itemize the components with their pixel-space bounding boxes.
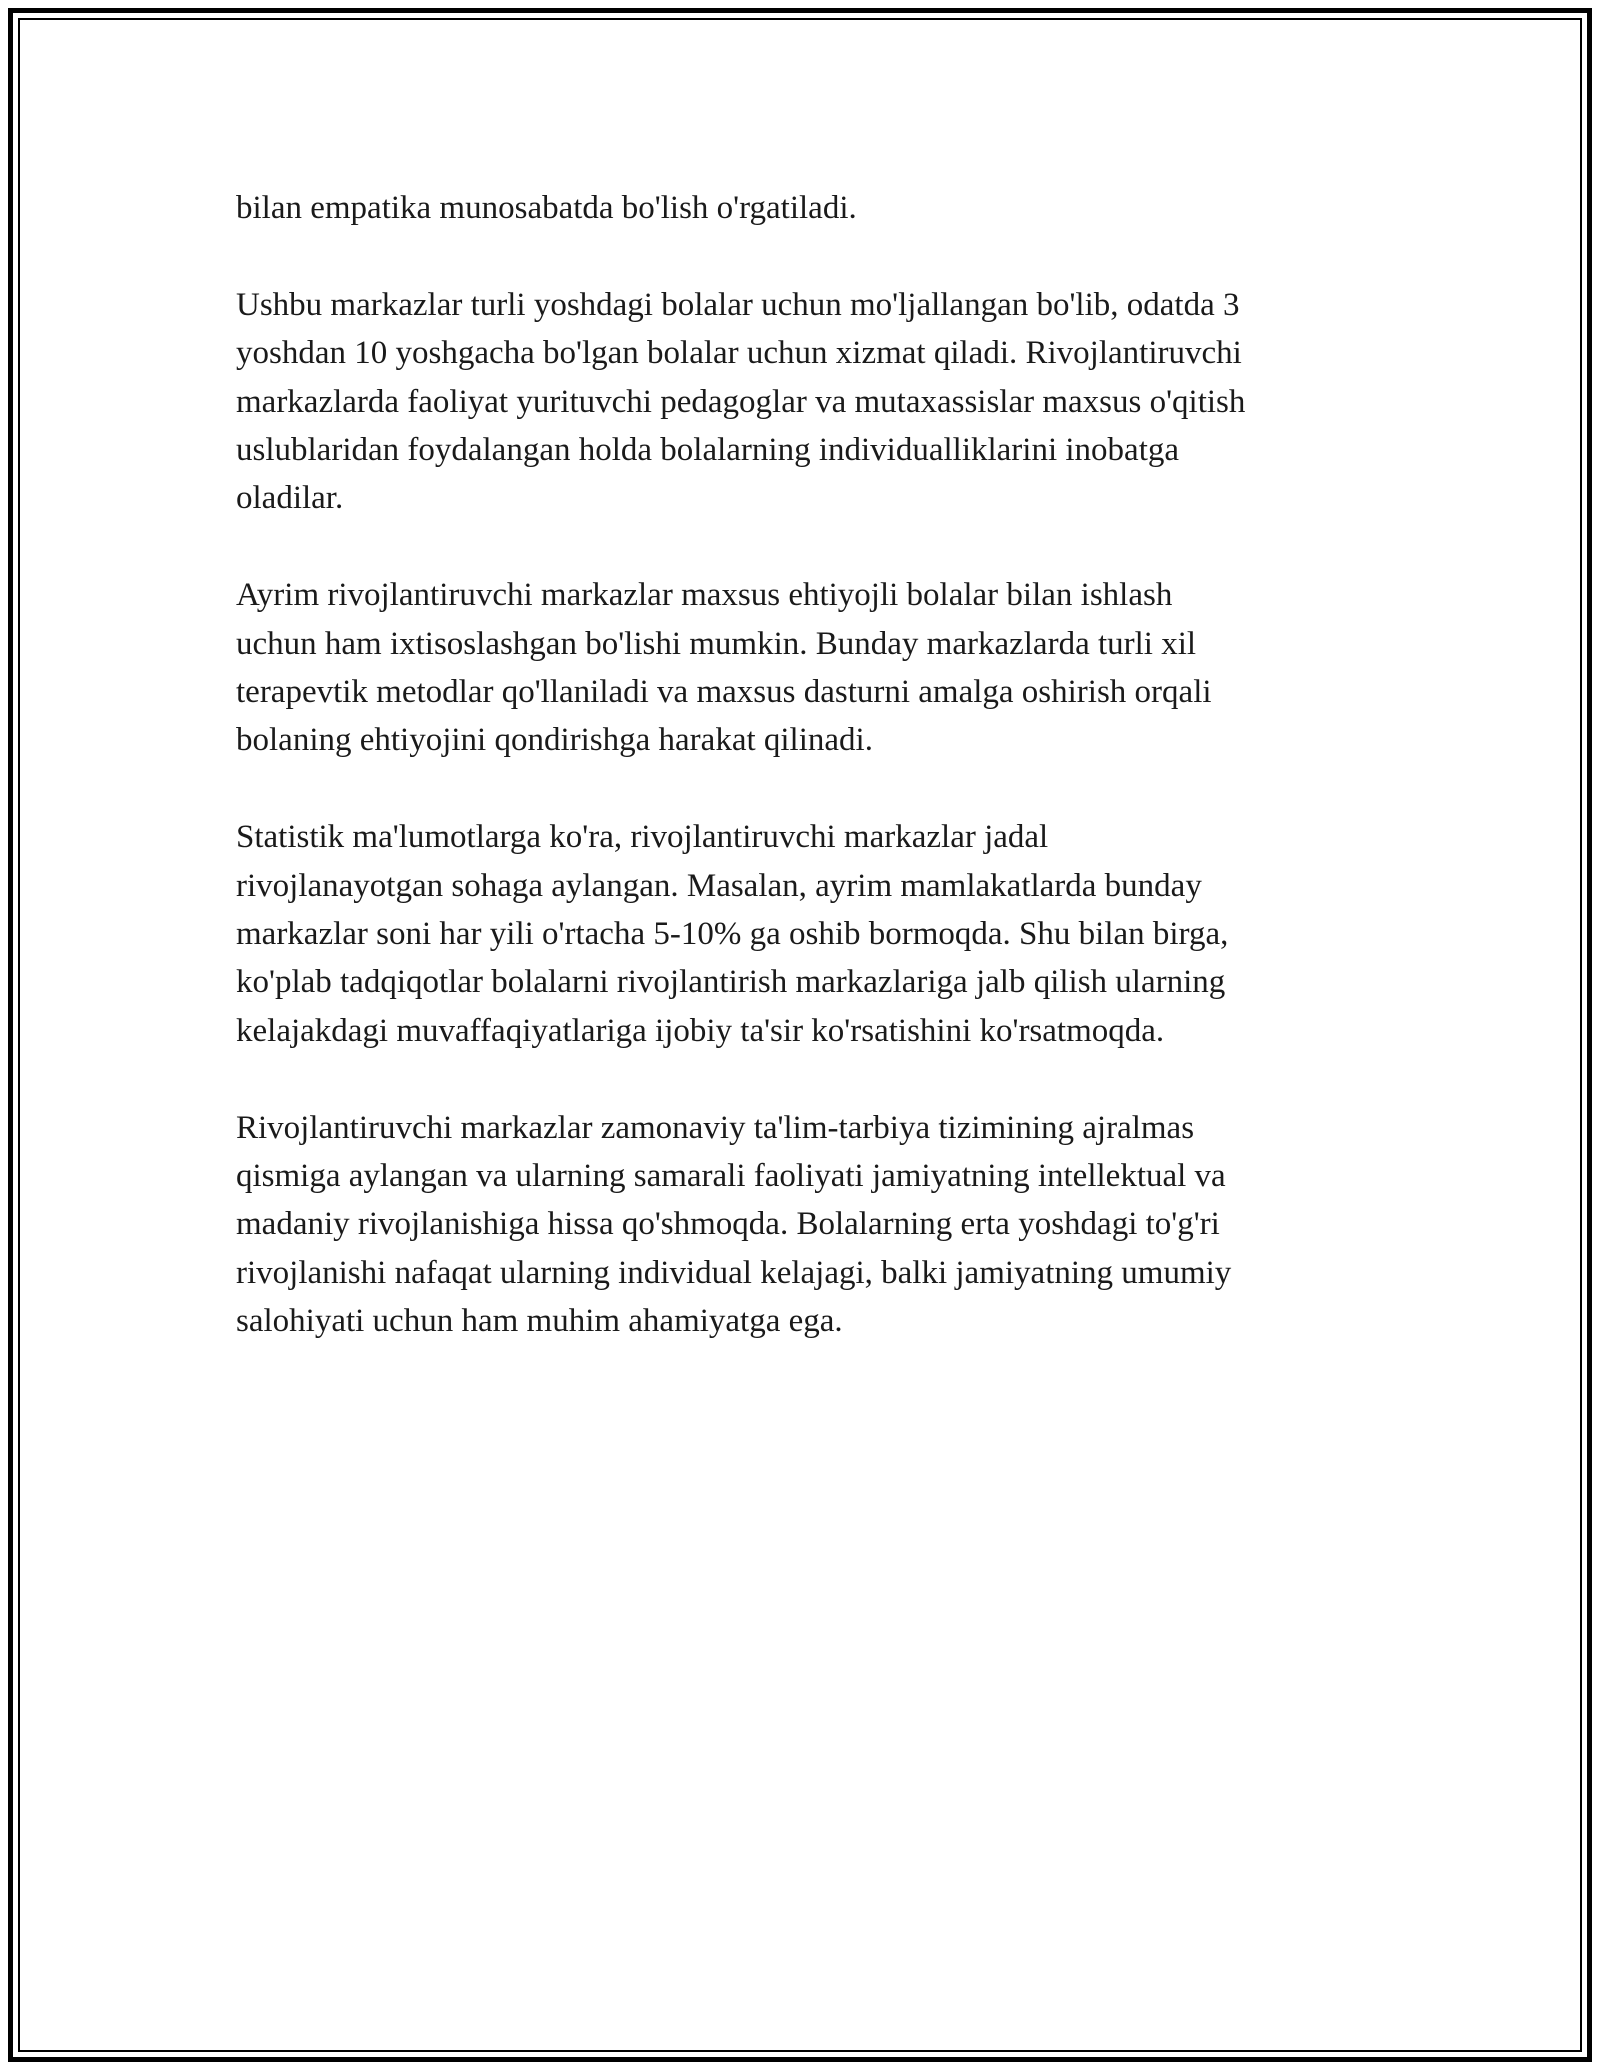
- document-body: [236, 184, 1366, 1394]
- paragraph-4: Statistik ma'lumotlarga ko'ra, rivojlantiruvchi markazlar jadal rivojlanayotgan sohaga aylangan. Masalan, ayrim mamlakatlarda bunday markazlar soni har yili o'rtacha 5-10% ga oshib bormoqda. Shu bilan birga, ko'plab tadqiqotlar bolalarni rivojlantirish markazlariga jalb qilish ularning kelajakdagi muvaffaqiyatlariga ijobiy ta'sir ko'rsatishini ko'rsatmoqda.: [236, 819, 1229, 1049]
- paragraph-2: Ushbu markazlar turli yoshdagi bolalar uchun mo'ljallangan bo'lib, odatda 3 yoshdan 10 yoshgacha bo'lgan bolalar uchun xizmat qiladi. Rivojlantiruvchi markazlarda faoliyat yurituvchi pedagoglar va mutaxassislar maxsus o'qitish uslublaridan foydalangan holda bolalarning individualliklarini inobatga oladilar.: [236, 286, 1246, 517]
- paragraph-3: Ayrim rivojlantiruvchi markazlar maxsus ehtiyojli bolalar bilan ishlash uchun ham ixtisoslashgan bo'lishi mumkin. Bunday markazlarda turli xil terapevtik metodlar qo'llaniladi va maxsus dasturni amalga oshirish orqali bolaning ehtiyojini qondirishga harakat qilinadi.: [236, 577, 1212, 759]
- paragraph-5: Rivojlantiruvchi markazlar zamonaviy ta'lim-tarbiya tizimining ajralmas qismiga aylangan va ularning samarali faoliyati jamiyatning intellektual va madaniy rivojlanishiga hissa qo'shmoqda. Bolalarning erta yoshdagi to'g'ri rivojlanishi nafaqat ularning individual kelajagi, balki jamiyatning umumiy salohiyati uchun ham muhim ahamiyatga ega.: [236, 1109, 1232, 1340]
- paragraph-1: bilan empatika munosabatda bo'lish o'rgatiladi.: [236, 190, 857, 226]
